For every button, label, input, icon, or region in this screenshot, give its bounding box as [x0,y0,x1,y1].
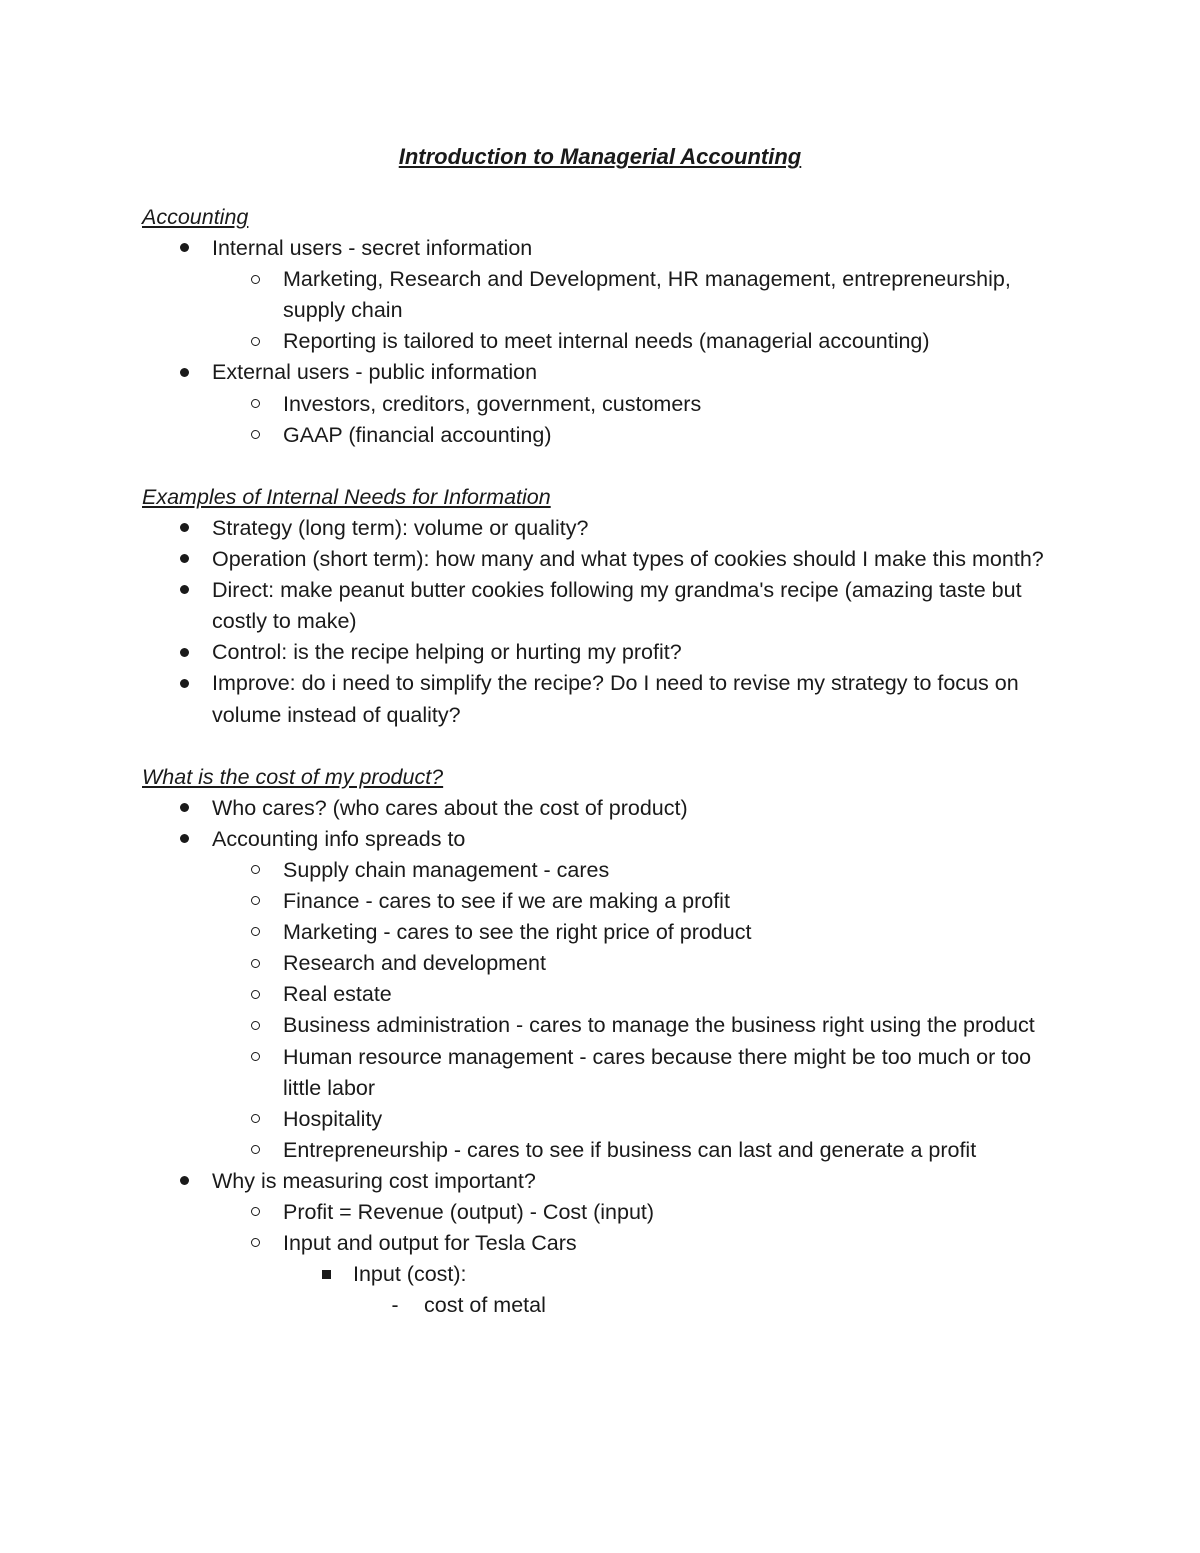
hollow-bullet-icon [245,1010,265,1041]
page-title: Introduction to Managerial Accounting [398,144,802,169]
list-item: GAAP (financial accounting) [142,420,1072,451]
list-item: Input and output for Tesla Cars [142,1228,1072,1259]
hollow-bullet-icon [245,264,265,295]
list-item: Improve: do i need to simplify the recipe? Do I need to revise my strategy to focus on volume instead of quality? [142,668,1072,730]
list-item: Profit = Revenue (output) - Cost (input) [142,1197,1072,1228]
list-item: Accounting info spreads to [142,824,1072,855]
hollow-bullet-icon [245,979,265,1010]
list-item: Human resource management - cares because there might be too much or too little labor [142,1042,1072,1104]
list-item: Reporting is tailored to meet internal needs (managerial accounting) [142,326,1072,357]
filled-bullet-icon [174,233,194,264]
list-item: Real estate [142,979,1072,1010]
list-item: Investors, creditors, government, customers [142,389,1072,420]
hollow-bullet-icon [245,1135,265,1166]
hollow-bullet-icon [245,420,265,451]
filled-bullet-icon [174,575,194,606]
filled-bullet-icon [174,544,194,575]
list-item: Control: is the recipe helping or hurting my profit? [142,637,1072,668]
hollow-bullet-icon [245,886,265,917]
hollow-bullet-icon [245,948,265,979]
list-item: Supply chain management - cares [142,855,1072,886]
list-item: Internal users - secret information [142,233,1072,264]
list-item: Marketing, Research and Development, HR management, entrepreneurship, supply chain [142,264,1072,326]
hollow-bullet-icon [245,1197,265,1228]
filled-bullet-icon [174,1166,194,1197]
document-body [142,202,1072,1321]
hollow-bullet-icon [245,326,265,357]
list-item: Entrepreneurship - cares to see if business can last and generate a profit [142,1135,1072,1166]
filled-bullet-icon [174,824,194,855]
section-heading-cost: What is the cost of my product? [142,764,444,789]
hollow-bullet-icon [245,855,265,886]
hollow-bullet-icon [245,1042,265,1073]
list-item: Finance - cares to see if we are making a profit [142,886,1072,917]
list-item: Operation (short term): how many and what types of cookies should I make this month? [142,544,1072,575]
list-item: Research and development [142,948,1072,979]
filled-bullet-icon [174,637,194,668]
filled-bullet-icon [174,357,194,388]
list-item: Business administration - cares to manage the business right using the product [142,1010,1072,1041]
hollow-bullet-icon [245,1228,265,1259]
list-item: External users - public information [142,357,1072,388]
section-heading-accounting: Accounting [142,205,249,229]
list-item: Marketing - cares to see the right price of product [142,917,1072,948]
hollow-bullet-icon [245,917,265,948]
list-item: Strategy (long term): volume or quality? [142,513,1072,544]
list-item: Hospitality [142,1104,1072,1135]
dash-bullet-icon: - [391,1294,399,1318]
filled-bullet-icon [174,513,194,544]
internal-needs-list [142,513,1072,731]
list-item: Direct: make peanut butter cookies following my grandma's recipe (amazing taste but costly to make) [142,575,1072,637]
hollow-bullet-icon [245,1104,265,1135]
hollow-bullet-icon [245,389,265,420]
accounting-list [142,233,1072,451]
cost-list [142,793,1072,1322]
list-item: Input (cost): [142,1259,1072,1290]
square-bullet-icon [316,1259,336,1290]
list-item: - cost of metal [142,1290,1072,1321]
filled-bullet-icon [174,793,194,824]
filled-bullet-icon [174,668,194,699]
section-heading-internal-needs: Examples of Internal Needs for Information [142,484,551,509]
list-item: Why is measuring cost important? [142,1166,1072,1197]
list-item: Who cares? (who cares about the cost of product) [142,793,1072,824]
